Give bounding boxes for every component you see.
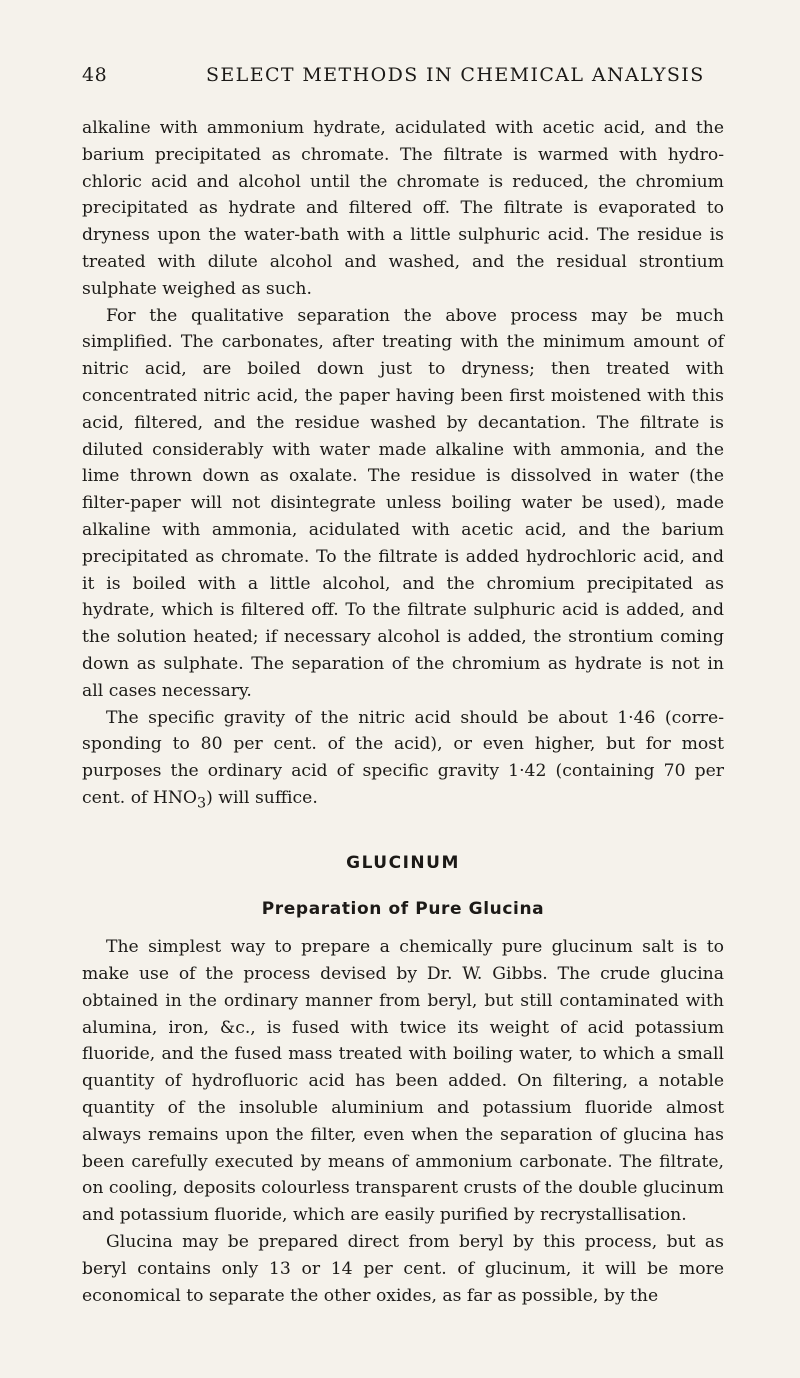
subsection-title: Preparation of Pure Glucina: [261, 899, 545, 920]
specific-gravity-text: The specific gravity of the nitric acid should be about 1·46 (corresponding to 80 per cent. of the acid), or even higher, but for most purposes the ordinary acid of specific gravity 1·42 (containing 70 per cent. of HNO: [82, 707, 724, 808]
page-body: [82, 115, 724, 1309]
page-number: 48: [82, 64, 108, 86]
paragraph-gibbs-process: The simplest way to prepare a chemically pure glucinum salt is to make use of the process devised by Dr. W. Gibbs. The crude glucina obtained in the ordinary manner from beryl, but still contaminated with alumina, iron, &c., is fused with twice its weight of acid potassium fluoride, and the fused mass treated with boiling water, to which a small quantity of hydrofluoric acid has been added. On filtering, a notable quantity of the insoluble aluminium and potassium fluoride almost always remains upon the filter, even when the separation of glucina has been carefully executed by means of ammonium carbonate. The filtrate, on cooling, deposits colourless transparent crusts of the double glucinum and potassium fluoride, which are easily purified by recrystallisation.: [82, 937, 724, 1226]
paragraph-specific-gravity: [82, 705, 724, 818]
section-title: GLUCINUM: [346, 853, 460, 874]
page-header: [82, 64, 722, 94]
paragraph-continuation: alkaline with ammonium hydrate, acidulated with acetic acid, and the barium precipitated as chromate. The filtrate is warmed with hydrochloric acid and alcohol until the chromate is reduced, the chromium precipitated as hydrate and filtered off. The filtrate is evaporated to dryness upon the water-bath with a little sulphuric acid. The residue is treated with dilute alcohol and washed, and the residual strontium sulphate weighed as such.: [82, 118, 724, 299]
paragraph-glucina-from-beryl: Glucina may be prepared direct from beryl by this process, but as beryl contains only 13 or 14 per cent. of glucinum, it will be more economical to separate the other oxides, as far as possible, by the: [82, 1231, 724, 1306]
running-head: SELECT METHODS IN CHEMICAL ANALYSIS: [206, 64, 705, 86]
paragraph-qualitative-separation: For the qualitative separation the above process may be much simplified. The carbonates, after treating with the minimum amount of nitric acid, are boiled down just to dryness; then treated with concentrated nitric acid, the paper having been first moistened with this acid, filtered, and the residue washed by decantation. The filtrate is diluted considerably with water made alkaline with ammonia, and the lime thrown down as oxalate. The residue is dissolved in water (the filter-paper will not disintegrate unless boiling water be used), made alkaline with ammonia, acidulated with acetic acid, and the barium precipitated as chromate. To the filtrate is added hydrochloric acid, and it is boiled with a little alcohol, and the chromium precipitated as hydrate, which is filtered off. To the filtrate sulphuric acid is added, and the solution heated; if necessary alcohol is added, the strontium coming down as sulphate. The separation of the chromium as hydrate is not in all cases necessary.: [82, 305, 724, 701]
specific-gravity-text-end: ) will suffice.: [206, 787, 318, 808]
formula-subscript: 3: [197, 795, 207, 812]
